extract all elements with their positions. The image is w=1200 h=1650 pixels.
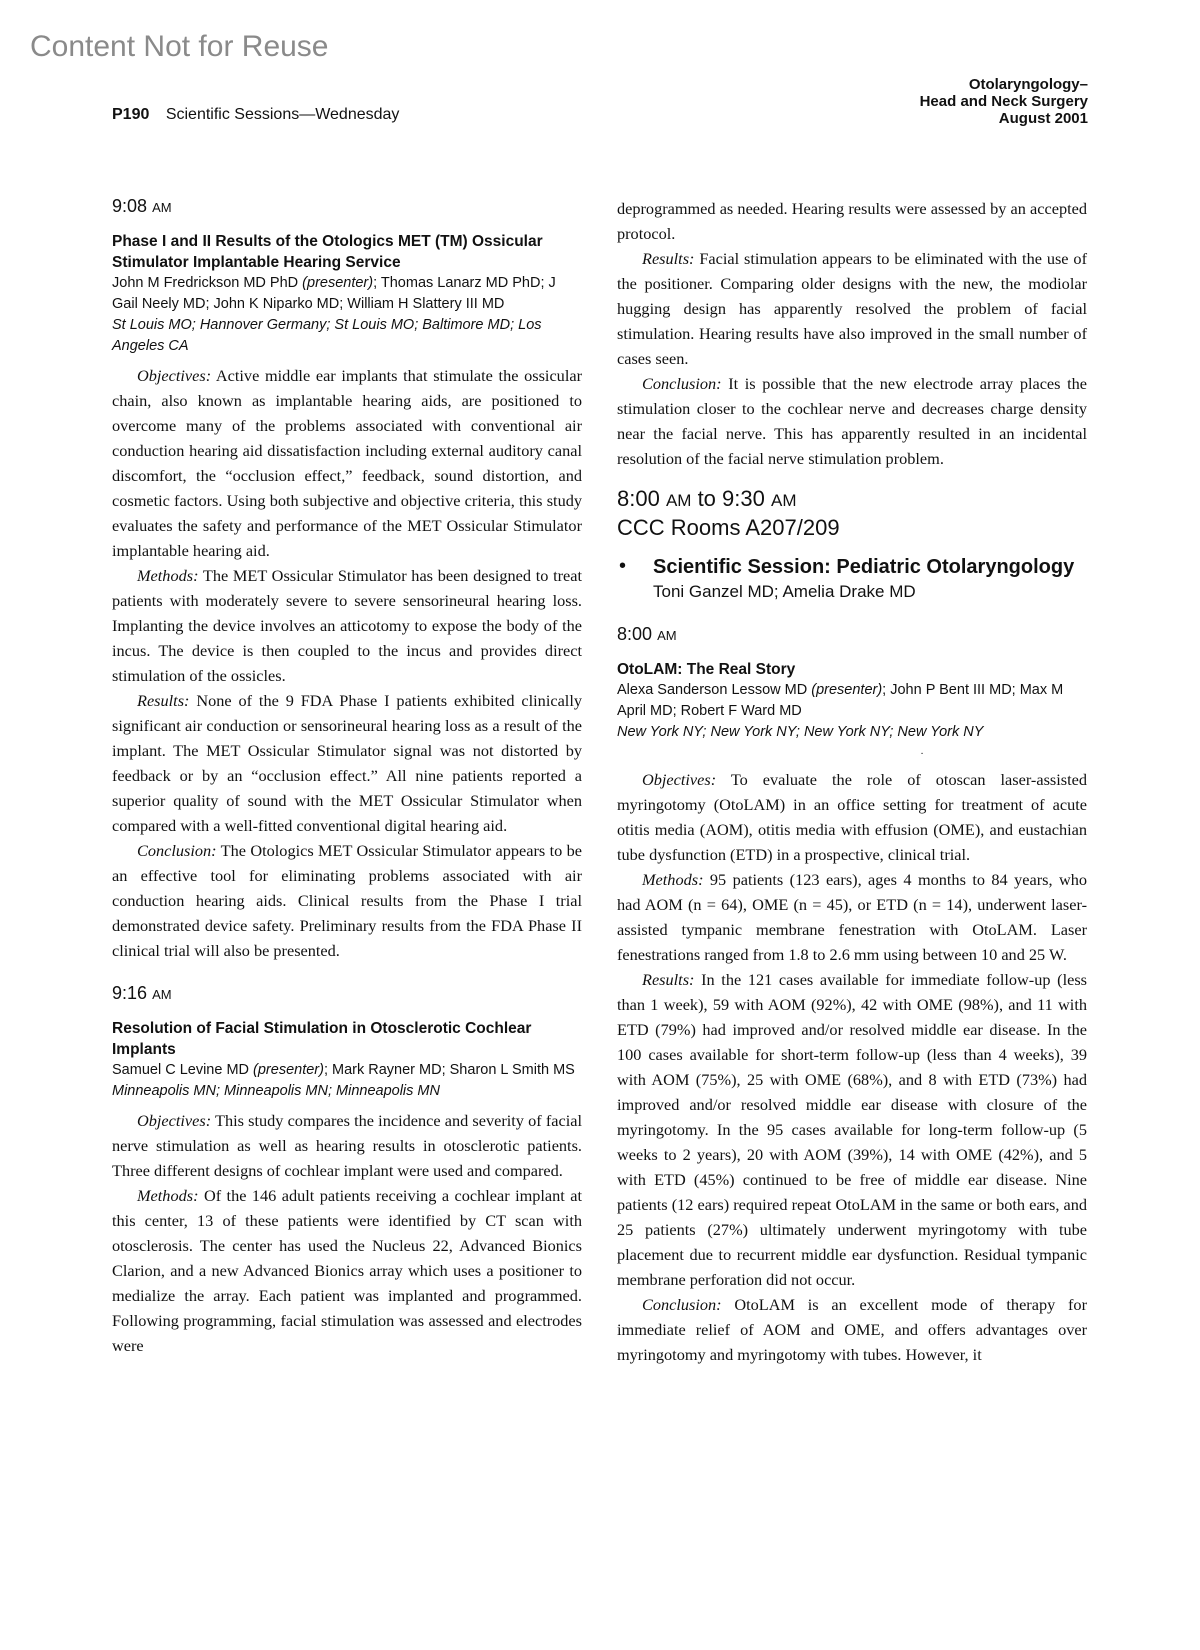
abstract-methods: Methods: The MET Ossicular Stimulator has been designed to treat patients with moderately severe to severe sensorineural hearing loss. Implanting the device involves an atticotomy to expose the body of the incus. The device is then coupled to the incus and provides direct stimulation of the ossicles. [112, 566, 582, 685]
bullet-icon: • [619, 555, 627, 577]
abstract-methods: Methods: 95 patients (123 ears), ages 4 months to 84 years, who had AOM (n = 64), OME (n = 45), or ETD (n = 14), underwent laser-assisted tympanic membrane fenestration with OtoLAM. Laser fenestrations ranged from 1.8 to 2.6 mm using between 10 and 25 W. [617, 870, 1087, 964]
abstract-affiliations: Minneapolis MN; Minneapolis MN; Minneapolis MN [112, 1083, 440, 1099]
abstract-conclusion: Conclusion: The Otologics MET Ossicular Stimulator appears to be an effective tool for eliminating problems associated with air conduction hearing aids. Clinical results from the Phase I trial demonstrated device safety. Preliminary results from the FDA Phase II clinical trial will also be presented. [112, 841, 582, 960]
session-room: CCC Rooms A207/209 [617, 515, 840, 540]
journal-line-1: Otolaryngology– [968, 76, 1088, 93]
abstract-time: 9:16 AM [112, 983, 172, 1003]
abstract-objectives: Objectives: Active middle ear implants that stimulate the ossicular chain, also known as implantable hearing aids, are positioned to overcome many of the problems associated with conventional air conduction hearing aid dissatisfaction including external auditory canal discomfort, the “occlusion effect,” feedback, sound distortion, and cosmetic factors. Using both subjective and objective criteria, this study evaluates the safety and performance of the MET Ossicular Stimulator implantable hearing aid. [112, 366, 582, 560]
left-column [112, 196, 582, 1358]
abstract-affiliations: St Louis MO; Hannover Germany; St Louis MO; Baltimore MD; Los Angeles CA [112, 317, 542, 354]
session-heading [617, 555, 1087, 604]
abstract-authors: Samuel C Levine MD (presenter); Mark Rayner MD; Sharon L Smith MS [112, 1062, 575, 1078]
page-number: P190 [112, 106, 150, 123]
abstract-1 [112, 196, 582, 963]
abstract-results: Results: None of the 9 FDA Phase I patients exhibited clinically significant air conduction or sensorineural hearing loss as a result of the implant. The MET Ossicular Stimulator signal was not distorted by feedback or by an “occlusion effect.” All nine patients reported a superior quality of sound with the MET Ossicular Stimulator when compared with a well-fitted conventional digital hearing aid. [112, 691, 582, 835]
abstract-title: OtoLAM: The Real Story [617, 661, 796, 678]
abstract-affiliations: New York NY; New York NY; New York NY; New York NY [617, 724, 984, 740]
abstract-title: Resolution of Facial Stimulation in Otosclerotic Cochlear Implants [112, 1020, 532, 1058]
abstract-conclusion: Conclusion: OtoLAM is an excellent mode of therapy for immediate relief of AOM and OME, and offers advantages over myringotomy and myringotomy with tubes. However, it [617, 1295, 1087, 1364]
session-title: Scientific Session: Pediatric Otolaryngology [653, 556, 1075, 578]
abstract-methods: Methods: Of the 146 adult patients receiving a cochlear implant at this center, 13 of these patients were identified by CT scan with otosclerosis. The center has used the Nucleus 22, Advanced Bionics Clarion, and a new Advanced Bionics array which uses a positioner to medialize the array. Each patient was implanted and programmed. Following programming, facial stimulation was assessed and electrodes were [112, 1186, 582, 1355]
abstract-authors: Alexa Sanderson Lessow MD (presenter); John P Bent III MD; Max M April MD; Robert F Ward MD [617, 682, 1064, 719]
abstract-time: 9:08 AM [112, 196, 172, 216]
abstract-objectives: Objectives: This study compares the incidence and severity of facial nerve stimulation as well as hearing results in otosclerotic patients. Three different designs of cochlear implant were used and compared. [112, 1111, 582, 1180]
abstract-title: Phase I and II Results of the Otologics MET (TM) Ossicular Stimulator Implantable Hearing Service [112, 233, 543, 271]
watermark: Content Not for Reuse [30, 30, 329, 63]
abstract-authors: John M Fredrickson MD PhD (presenter); Thomas Lanarz MD PhD; J Gail Neely MD; John K Niparko MD; William H Slattery III MD [112, 275, 556, 312]
abstract-time: 8:00 AM [617, 624, 677, 644]
abstract-results: Results: Facial stimulation appears to be eliminated with the use of the positioner. Comparing older designs with the new, the modiolar hugging design has apparently resolved the problem of facial stimulation. Hearing results have also improved in the small number of cases seen. [617, 249, 1087, 368]
journal-line-2: Head and Neck Surgery [919, 93, 1088, 110]
session-time: 8:00 AM to 9:30 AM [617, 486, 797, 511]
running-head [112, 106, 399, 124]
abstract-objectives: Objectives: To evaluate the role of otoscan laser-assisted myringotomy (OtoLAM) in an office setting for treatment of acute otitis media (AOM), otitis media with effusion (OME), and eustachian tube dysfunction (ETD) in a prospective, clinical trial. [617, 770, 1087, 864]
journal-name [920, 76, 1088, 127]
abstract-3 [617, 624, 1087, 1367]
journal-line-3: August 2001 [998, 110, 1088, 127]
stray-dot: · [920, 749, 924, 760]
section-name: Scientific Sessions—Wednesday [165, 106, 400, 123]
session-chairs: Toni Ganzel MD; Amelia Drake MD [653, 582, 916, 601]
abstract-2 [112, 983, 582, 1358]
abstract-methods-continued: deprogrammed as needed. Hearing results were assessed by an accepted protocol. [617, 199, 1087, 243]
right-column [617, 196, 1087, 1367]
abstract-results: Results: In the 121 cases available for immediate follow-up (less than 1 week), 59 with AOM (92%), 42 with OME (98%), and 11 with ETD (79%) had improved and/or resolved middle ear disease. In the 100 cases available for short-term follow-up (less than 4 weeks), 39 with AOM (75%), 25 with OME (68%), and 8 with ETD (73%) had improved and/or resolved middle ear disease with closure of the myringotomy. In the 95 cases available for long-term follow-up (5 weeks to 2 years), 20 with AOM (39%), 14 with OME (42%), and 5 with ETD (45%) continued to be free of middle ear disease. Nine patients (12 ears) required repeat OtoLAM in the same or both ears, and 25 patients (27%) ultimately underwent myringotomy with tube placement due to recurrent middle ear dysfunction. Residual tympanic membrane perforation did not occur. [617, 970, 1087, 1289]
abstract-conclusion: Conclusion: It is possible that the new electrode array places the stimulation closer to the cochlear nerve and decreases charge density near the facial nerve. This has apparently resulted in an incidental resolution of the facial nerve stimulation problem. [617, 374, 1087, 468]
